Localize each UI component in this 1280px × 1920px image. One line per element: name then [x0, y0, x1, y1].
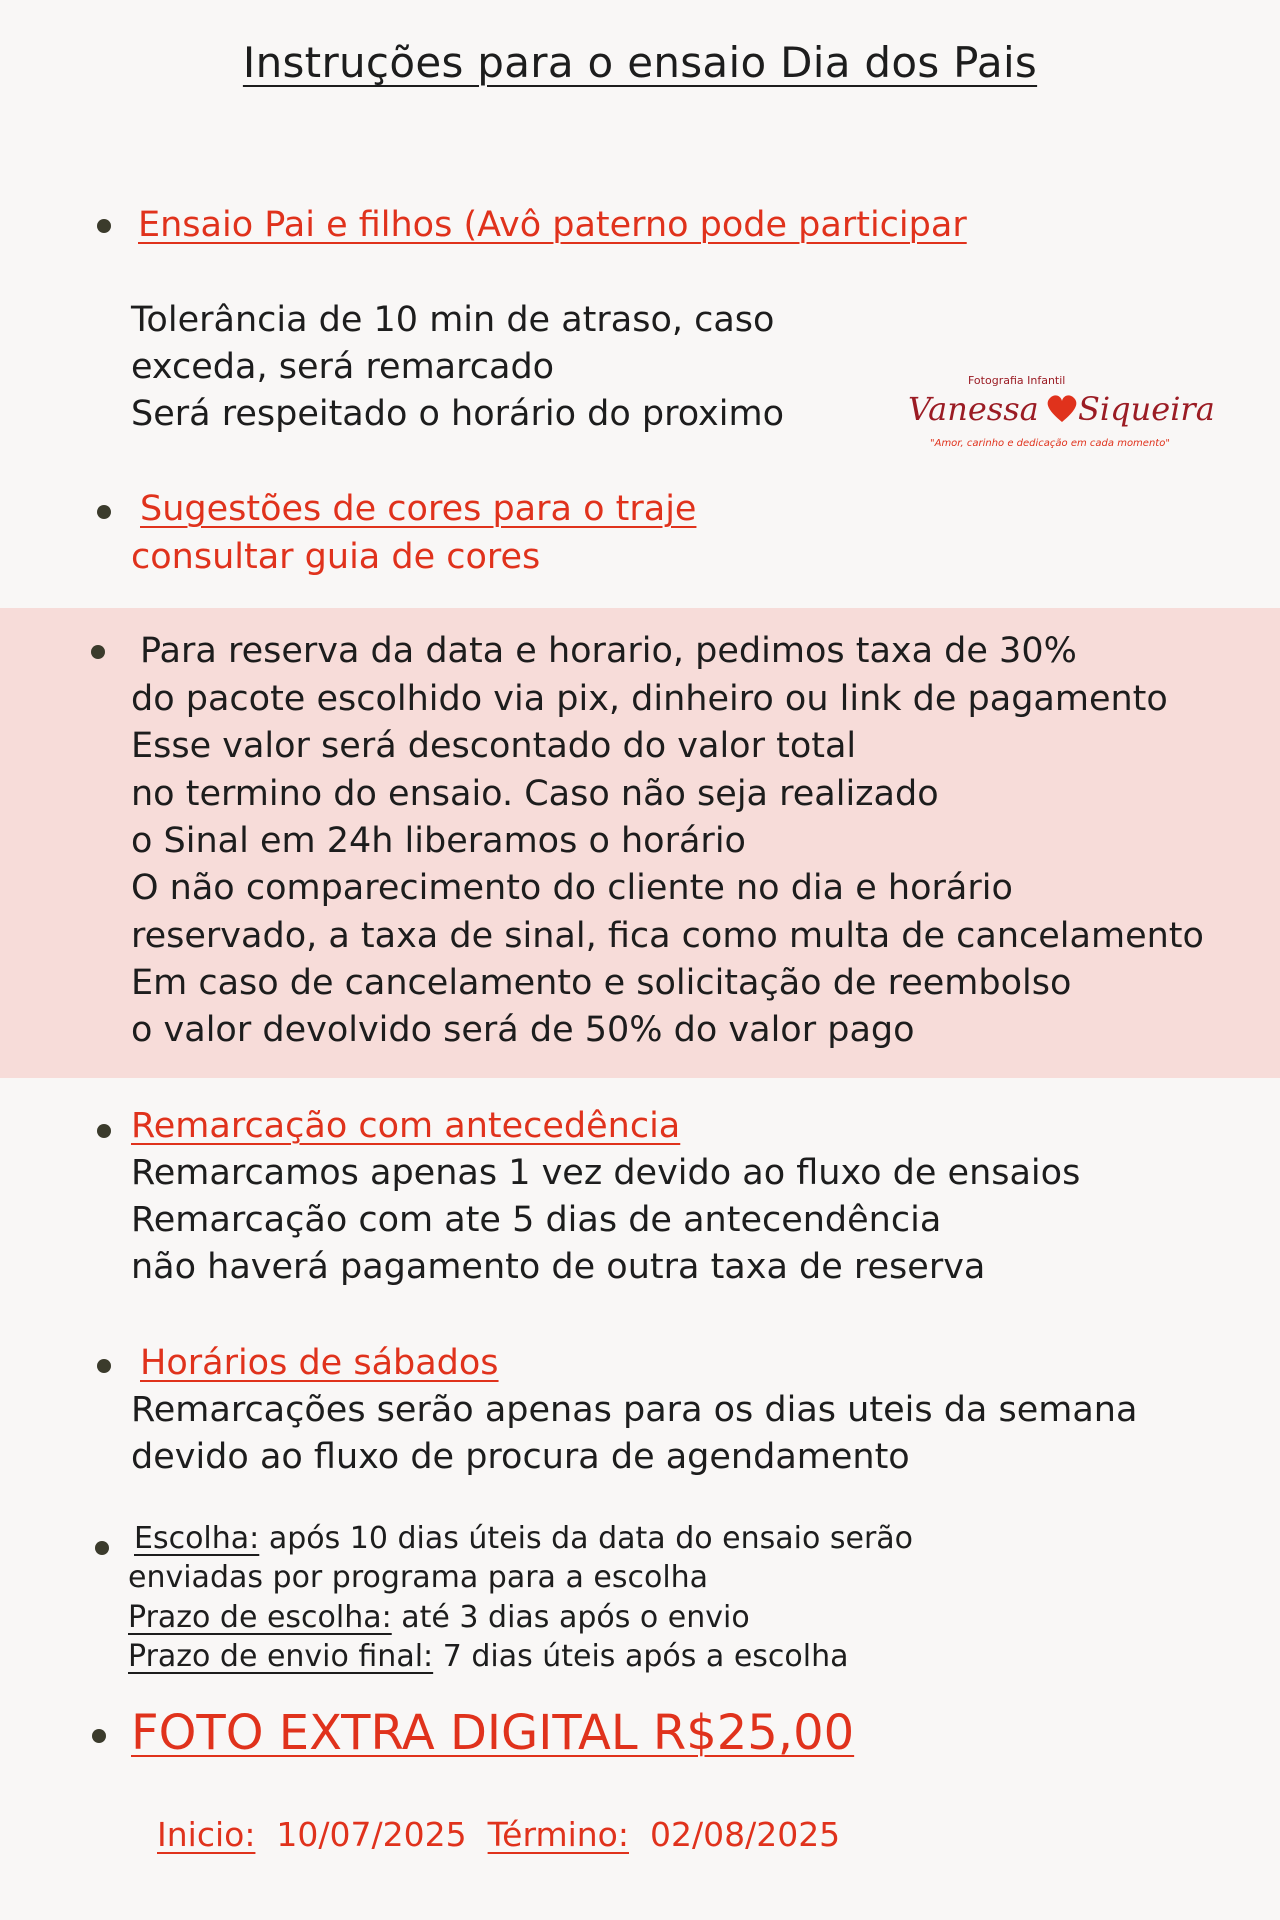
reservation-line: Em caso de cancelamento e solicitação de reembolso: [131, 963, 1072, 1003]
remarcacao-line: Remarcação com ate 5 dias de antecendência: [131, 1200, 942, 1240]
start-label: Inicio:: [157, 1815, 256, 1854]
logo-name-left: Vanessa: [908, 390, 1039, 428]
logo-name-right: Siqueira: [1078, 390, 1215, 428]
bullet: [92, 1729, 106, 1743]
prazo-escolha-line: [128, 1598, 750, 1638]
prazo-escolha-label: Prazo de escolha:: [128, 1600, 392, 1635]
heart-icon: [1048, 395, 1077, 422]
prazo-escolha-text: até 3 dias após o envio: [391, 1600, 750, 1635]
cores-line: consultar guia de cores: [131, 537, 541, 577]
escolha-line: [134, 1519, 913, 1559]
reservation-line: do pacote escolhido via pix, dinheiro ou link de pagamento: [131, 679, 1168, 719]
logo-tagline: "Amor, carinho e dedicação em cada momento": [930, 438, 1170, 449]
sabados-line: devido ao fluxo de procura de agendamento: [131, 1437, 910, 1477]
end-value: 02/08/2025: [629, 1815, 841, 1854]
sabados-line: Remarcações serão apenas para os dias uteis da semana: [131, 1390, 1138, 1430]
section-heading-sabados: Horários de sábados: [140, 1343, 499, 1383]
start-value: 10/07/2025: [255, 1815, 488, 1854]
section-heading-remarcacao: Remarcação com antecedência: [131, 1106, 681, 1146]
bullet: [91, 645, 105, 659]
bullet: [97, 219, 111, 233]
reservation-line: reservado, a taxa de sinal, fica como multa de cancelamento: [131, 916, 1204, 956]
foto-extra-price: FOTO EXTRA DIGITAL R$25,00: [131, 1705, 855, 1761]
reservation-line: o Sinal em 24h liberamos o horário: [131, 821, 746, 861]
reservation-line: O não comparecimento do cliente no dia e horário: [131, 868, 1013, 908]
tolerance-line: Será respeitado o horário do proximo: [131, 394, 785, 434]
section-heading-cores: Sugestões de cores para o traje: [140, 489, 697, 529]
reservation-line: Esse valor será descontado do valor total: [131, 726, 857, 766]
bullet: [97, 1124, 111, 1138]
bullet: [97, 505, 111, 519]
logo-top-text: Fotografia Infantil: [968, 374, 1066, 387]
prazo-envio-line: [128, 1637, 849, 1677]
bullet: [97, 1359, 111, 1373]
escolha-line: enviadas por programa para a escolha: [128, 1560, 709, 1595]
remarcacao-line: não haverá pagamento de outra taxa de reserva: [131, 1247, 986, 1287]
escolha-text: após 10 dias úteis da data do ensaio serão: [259, 1521, 914, 1556]
date-range: [157, 1815, 840, 1854]
prazo-envio-label: Prazo de envio final:: [128, 1639, 434, 1674]
reservation-line: no termino do ensaio. Caso não seja realizado: [131, 774, 939, 814]
bullet: [95, 1541, 109, 1555]
end-label: Término:: [487, 1815, 629, 1854]
tolerance-line: exceda, será remarcado: [131, 347, 555, 387]
reservation-line: o valor devolvido será de 50% do valor pago: [131, 1010, 915, 1050]
prazo-envio-text: 7 dias úteis após a escolha: [433, 1639, 849, 1674]
remarcacao-line: Remarcamos apenas 1 vez devido ao fluxo de ensaios: [131, 1153, 1081, 1193]
escolha-label: Escolha:: [134, 1521, 260, 1556]
page-title: Instruções para o ensaio Dia dos Pais: [242, 38, 1038, 87]
tolerance-line: Tolerância de 10 min de atraso, caso: [131, 300, 775, 340]
brand-logo: [900, 370, 1220, 470]
reservation-line: Para reserva da data e horario, pedimos taxa de 30%: [140, 631, 1077, 671]
section-heading-ensaio: Ensaio Pai e filhos (Avô paterno pode participar: [138, 205, 967, 245]
